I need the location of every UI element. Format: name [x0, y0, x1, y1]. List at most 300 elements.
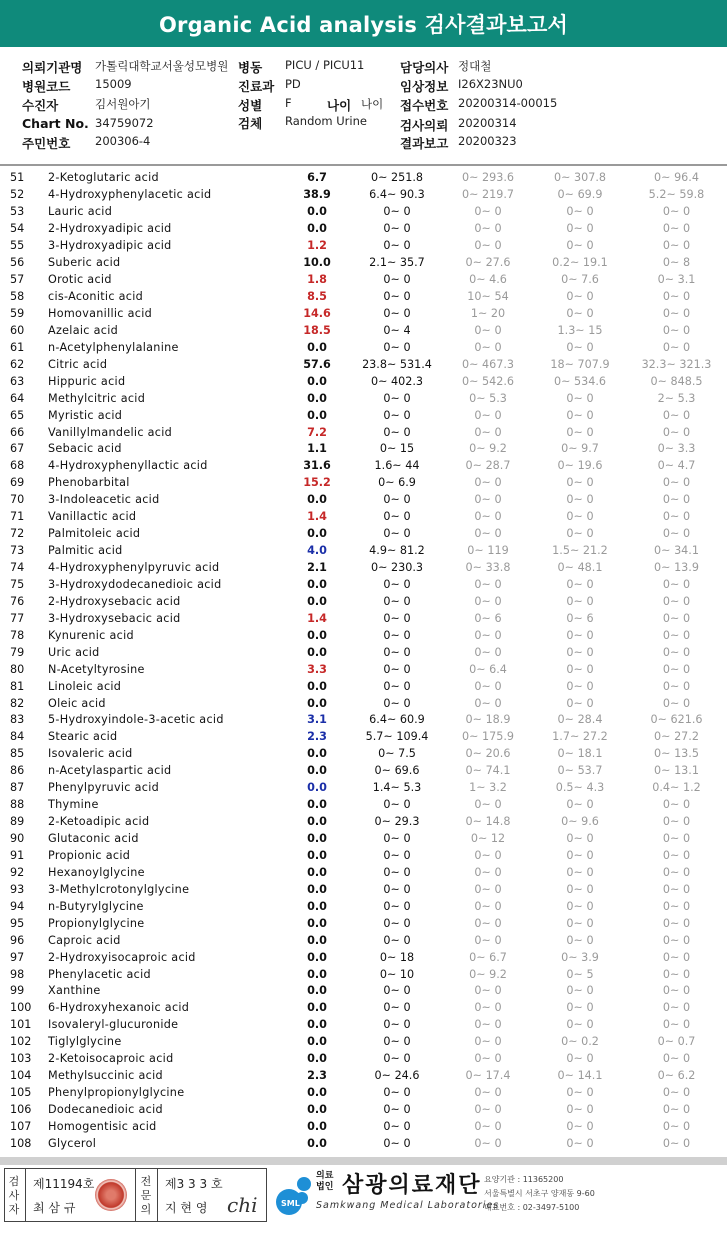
row-number: 105	[10, 1086, 32, 1100]
row-number: 55	[10, 239, 25, 253]
reference-range-age-1: 0~ 0	[474, 1086, 502, 1100]
row-number: 76	[10, 594, 25, 608]
reference-range-age-1: 0~ 74.1	[465, 764, 511, 778]
reference-range-age-3: 0~ 0	[662, 848, 691, 862]
reference-range: 0~ 0	[383, 798, 411, 812]
result-value: 0.0	[307, 984, 327, 998]
reference-range: 2.1~ 35.7	[369, 256, 425, 270]
analyte-name: n-Acetylphenylalanine	[48, 340, 179, 354]
reference-range-age-1: 0~ 0	[474, 493, 502, 507]
reference-range: 0~ 0	[383, 391, 411, 405]
result-value: 0.0	[307, 832, 327, 846]
reference-range-age-3: 32.3~ 321.3	[641, 357, 712, 371]
sig-separator	[135, 1169, 136, 1221]
table-row	[0, 526, 727, 543]
sml-logo-icon	[272, 1172, 316, 1216]
result-value: 1.4	[307, 611, 327, 625]
hospital-code-value: 15009	[95, 77, 132, 91]
reference-range: 0~ 0	[383, 696, 411, 710]
reference-range-age-1: 0~ 0	[474, 933, 502, 947]
sex-value: F	[285, 96, 292, 110]
analyte-name: 2-Hydroxyadipic acid	[48, 222, 172, 236]
specimen-value: Random Urine	[285, 114, 367, 128]
reference-range-age-3: 0~ 0	[662, 1119, 691, 1133]
reference-range-age-2: 0~ 0	[566, 290, 594, 304]
table-row	[0, 1085, 727, 1102]
reference-range-age-3: 0~ 13.9	[654, 561, 699, 575]
analyte-name: 3-Indoleacetic acid	[48, 493, 160, 507]
table-row	[0, 780, 727, 797]
analyte-name: Kynurenic acid	[48, 628, 134, 642]
specialist-label-2: 문	[140, 1189, 152, 1202]
age-label: 나이	[327, 98, 352, 113]
clinical-info-value: I26X23NU0	[458, 77, 523, 91]
reference-range-age-3: 0.4~ 1.2	[652, 781, 701, 795]
result-value: 0.0	[307, 798, 327, 812]
reference-range-age-3: 0~ 96.4	[654, 171, 699, 185]
reference-range-age-3: 0~ 0	[662, 696, 691, 710]
reference-range-age-2: 0.5~ 4.3	[555, 781, 605, 795]
reference-range: 0~ 0	[383, 408, 411, 422]
institution-label: 의뢰기관명	[22, 60, 83, 75]
result-value: 0.0	[307, 1103, 327, 1117]
reference-range-age-3: 0~ 3.1	[657, 273, 696, 287]
row-number: 96	[10, 933, 25, 947]
analyte-name: Vanillactic acid	[48, 510, 137, 524]
reference-range: 0~ 0	[383, 577, 411, 591]
reference-range: 0~ 29.3	[374, 815, 420, 829]
table-row	[0, 543, 727, 560]
reference-range-age-2: 0~ 0	[566, 391, 594, 405]
reference-range-age-2: 0~ 307.8	[553, 171, 607, 185]
reference-range: 6.4~ 90.3	[369, 188, 425, 202]
table-row	[0, 983, 727, 1000]
analyte-name: 2-Ketoadipic acid	[48, 815, 150, 829]
reference-range-age-2: 0~ 0	[566, 510, 594, 524]
table-row	[0, 1135, 727, 1152]
reference-range-age-2: 0~ 0	[566, 425, 594, 439]
reference-range-age-2: 0~ 53.7	[557, 764, 603, 778]
reference-range-age-1: 0~ 0	[474, 340, 502, 354]
reference-range-age-1: 0~ 0	[474, 628, 502, 642]
row-number: 64	[10, 391, 25, 405]
reference-range-age-2: 0~ 0	[566, 1119, 594, 1133]
result-value: 0.0	[307, 679, 327, 693]
result-value: 3.3	[307, 662, 327, 676]
analyte-name: Propionylglycine	[48, 916, 145, 930]
reference-range-age-1: 0~ 0	[474, 408, 502, 422]
row-number: 80	[10, 662, 25, 676]
reference-range-age-2: 0~ 0	[566, 577, 594, 591]
analyte-name: Palmitoleic acid	[48, 527, 141, 541]
analyte-name: Citric acid	[48, 357, 108, 371]
reference-range-age-3: 0~ 13.1	[654, 764, 699, 778]
reference-range-age-3: 0~ 0	[662, 290, 691, 304]
analyte-name: Phenylpyruvic acid	[48, 781, 160, 795]
row-number: 99	[10, 984, 25, 998]
analyte-name: Methylsuccinic acid	[48, 1069, 163, 1083]
analyte-name: 2-Ketoisocaproic acid	[48, 1052, 174, 1066]
table-row	[0, 1051, 727, 1068]
result-value: 0.0	[307, 594, 327, 608]
clinical-info-label: 임상정보	[400, 79, 449, 94]
reference-range-age-2: 0~ 0	[566, 1103, 594, 1117]
chart-value: 34759072	[95, 116, 154, 130]
department-label: 진료과	[238, 79, 275, 94]
result-value: 1.2	[307, 239, 327, 253]
row-number: 61	[10, 340, 25, 354]
row-number: 79	[10, 645, 25, 659]
reference-range-age-1: 10~ 54	[467, 290, 509, 304]
row-number: 67	[10, 442, 25, 456]
reference-range: 0~ 0	[383, 611, 411, 625]
reference-range-age-1: 0~ 0	[474, 679, 502, 693]
analyte-name: Hippuric acid	[48, 374, 126, 388]
table-row	[0, 272, 727, 289]
reference-range: 0~ 0	[383, 899, 411, 913]
reference-range-age-2: 0~ 0	[566, 476, 594, 490]
table-row	[0, 204, 727, 221]
table-row	[0, 712, 727, 729]
reference-range: 0~ 0	[383, 679, 411, 693]
reference-range-age-1: 0~ 0	[474, 1119, 502, 1133]
reference-range: 0~ 0	[383, 594, 411, 608]
reference-range-age-2: 0~ 0	[566, 493, 594, 507]
row-number: 102	[10, 1035, 32, 1049]
reference-range: 0~ 0	[383, 527, 411, 541]
reference-range-age-1: 0~ 0	[474, 1035, 502, 1049]
inspector-name: 최 삼 규	[33, 1201, 76, 1215]
reference-range-age-3: 0~ 0	[662, 662, 691, 676]
reference-range-age-3: 0~ 0	[662, 340, 691, 354]
result-value: 1.8	[307, 273, 327, 287]
result-value: 0.0	[307, 577, 327, 591]
reference-range: 6.4~ 60.9	[369, 713, 425, 727]
reference-range-age-2: 0~ 0	[566, 899, 594, 913]
org-name: 삼광의료재단	[342, 1173, 482, 1198]
analyte-name: Methylcitric acid	[48, 391, 146, 405]
result-value: 0.0	[307, 493, 327, 507]
report-header	[0, 52, 727, 164]
table-row	[0, 424, 727, 441]
reference-range-age-2: 0~ 6	[566, 611, 594, 625]
row-number: 106	[10, 1103, 32, 1117]
reference-range-age-3: 0~ 0	[662, 611, 691, 625]
reference-range-age-2: 0~ 0	[566, 848, 594, 862]
reference-range-age-2: 0~ 0	[566, 1052, 594, 1066]
reference-range-age-2: 0~ 48.1	[557, 561, 603, 575]
result-value: 0.0	[307, 764, 327, 778]
reference-range-age-1: 0~ 119	[467, 544, 509, 558]
table-row	[0, 763, 727, 780]
analyte-name: 4-Hydroxyphenylpyruvic acid	[48, 561, 220, 575]
reference-range-age-2: 0~ 0	[566, 408, 594, 422]
analyte-name: Homogentisic acid	[48, 1119, 157, 1133]
reference-range-age-1: 0~ 9.2	[469, 967, 507, 981]
patient-label: 수진자	[22, 98, 59, 113]
reference-range: 0~ 0	[383, 340, 411, 354]
analyte-name: Caproic acid	[48, 933, 121, 947]
table-row	[0, 593, 727, 610]
row-number: 66	[10, 425, 25, 439]
reference-range: 0~ 0	[383, 306, 411, 320]
result-value: 0.0	[307, 1052, 327, 1066]
result-value: 31.6	[303, 459, 331, 473]
reference-range-age-3: 0~ 0	[662, 1103, 691, 1117]
reference-range-age-3: 0~ 621.6	[650, 713, 703, 727]
analyte-name: Phenylpropionylglycine	[48, 1086, 185, 1100]
analyte-name: Propionic acid	[48, 848, 131, 862]
reference-range: 0~ 6.9	[378, 476, 416, 490]
table-row	[0, 729, 727, 746]
result-value: 2.3	[307, 1069, 327, 1083]
reference-range-age-3: 0~ 0.7	[657, 1035, 696, 1049]
reference-range-age-2: 0~ 18.1	[557, 747, 603, 761]
reference-range-age-1: 0~ 18.9	[465, 713, 511, 727]
reference-range-age-3: 0~ 0	[662, 527, 691, 541]
reference-range: 5.7~ 109.4	[365, 730, 429, 744]
table-row	[0, 610, 727, 627]
result-value: 0.0	[307, 222, 327, 236]
result-value: 0.0	[307, 1086, 327, 1100]
sig-separator	[157, 1169, 158, 1221]
reference-range-age-1: 0~ 0	[474, 1103, 502, 1117]
reference-range-age-2: 0~ 0	[566, 1136, 594, 1150]
institution-code: 요양기관 : 11365200	[484, 1175, 564, 1184]
receipt-label: 접수번호	[400, 98, 449, 113]
reference-range-age-3: 0~ 3.3	[657, 442, 696, 456]
reference-range-age-2: 0~ 0	[566, 594, 594, 608]
reference-range: 0~ 0	[383, 493, 411, 507]
result-value: 57.6	[303, 357, 331, 371]
result-value: 0.0	[307, 815, 327, 829]
result-value: 15.2	[303, 476, 331, 490]
header-divider	[0, 164, 727, 166]
row-number: 83	[10, 713, 25, 727]
table-row	[0, 898, 727, 915]
reference-range: 0~ 0	[383, 848, 411, 862]
reference-range-age-2: 0~ 0	[566, 527, 594, 541]
result-value: 0.0	[307, 933, 327, 947]
reference-range: 0~ 0	[383, 882, 411, 896]
result-value: 3.1	[307, 713, 327, 727]
lab-phone: 대표번호 : 02-3497-5100	[484, 1203, 580, 1212]
reference-range-age-2: 0~ 0	[566, 1086, 594, 1100]
analyte-name: 2-Ketoglutaric acid	[48, 171, 159, 185]
reference-range-age-3: 0~ 848.5	[650, 374, 703, 388]
row-number: 54	[10, 222, 25, 236]
table-row	[0, 509, 727, 526]
result-value: 0.0	[307, 645, 327, 659]
reference-range: 0~ 0	[383, 239, 411, 253]
result-value: 14.6	[303, 306, 331, 320]
signature-box	[4, 1168, 267, 1222]
reference-range-age-3: 0~ 8	[662, 256, 691, 270]
org-small-1: 의료	[316, 1171, 334, 1181]
result-value: 0.0	[307, 1035, 327, 1049]
reference-range-age-2: 0~ 9.6	[561, 815, 599, 829]
footer-divider	[0, 1157, 727, 1165]
reference-range: 0~ 0	[383, 290, 411, 304]
reference-range-age-2: 0~ 3.9	[561, 950, 599, 964]
logo-text: SML	[281, 1199, 300, 1208]
reference-range-age-1: 0~ 0	[474, 899, 502, 913]
reference-range-age-1: 0~ 0	[474, 476, 502, 490]
result-value: 0.0	[307, 1136, 327, 1150]
reference-range-age-1: 0~ 467.3	[461, 357, 515, 371]
analyte-name: Suberic acid	[48, 256, 121, 270]
patient-value: 김서원아기	[95, 97, 151, 111]
reference-range: 0~ 402.3	[370, 374, 424, 388]
result-value: 0.0	[307, 967, 327, 981]
reference-range-age-2: 0~ 0	[566, 239, 594, 253]
table-row	[0, 814, 727, 831]
reference-range-age-1: 0~ 0	[474, 1018, 502, 1032]
analyte-name: Phenylacetic acid	[48, 967, 151, 981]
table-row	[0, 407, 727, 424]
reference-range-age-3: 0~ 0	[662, 950, 691, 964]
reference-range-age-3: 0~ 0	[662, 408, 691, 422]
row-number: 94	[10, 899, 25, 913]
reference-range-age-3: 0~ 0	[662, 510, 691, 524]
reference-range-age-2: 0~ 0	[566, 222, 594, 236]
table-row	[0, 864, 727, 881]
reference-range-age-3: 0~ 0	[662, 323, 691, 337]
results-table	[0, 170, 727, 1152]
reference-range: 0~ 0	[383, 984, 411, 998]
reference-range-age-3: 0~ 6.2	[657, 1069, 696, 1083]
reference-range: 0~ 0	[383, 1018, 411, 1032]
reference-range-age-2: 0~ 0	[566, 205, 594, 219]
table-row	[0, 695, 727, 712]
row-number: 107	[10, 1119, 32, 1133]
department-value: PD	[285, 77, 301, 91]
analyte-name: Uric acid	[48, 645, 100, 659]
analyte-name: Vanillylmandelic acid	[48, 425, 173, 439]
lab-branding	[272, 1168, 722, 1222]
result-value: 0.0	[307, 865, 327, 879]
reference-range-age-3: 5.2~ 59.8	[648, 188, 705, 202]
reference-range: 0~ 0	[383, 425, 411, 439]
table-row	[0, 289, 727, 306]
row-number: 68	[10, 459, 25, 473]
reference-range-age-1: 0~ 219.7	[461, 188, 515, 202]
reference-range-age-3: 0~ 0	[662, 967, 691, 981]
row-number: 86	[10, 764, 25, 778]
reference-range-age-3: 0~ 0	[662, 645, 691, 659]
table-row	[0, 577, 727, 594]
specialist-signature: chi	[227, 1193, 258, 1217]
analyte-name: Tiglylglycine	[48, 1035, 122, 1049]
table-row	[0, 356, 727, 373]
reference-range-age-1: 0~ 0	[474, 1001, 502, 1015]
row-number: 70	[10, 493, 25, 507]
doctor-value: 정대철	[458, 59, 492, 73]
reference-range-age-2: 1.7~ 27.2	[552, 730, 608, 744]
reference-range-age-3: 0~ 0	[662, 865, 691, 879]
row-number: 81	[10, 679, 25, 693]
row-number: 72	[10, 527, 25, 541]
analyte-name: 6-Hydroxyhexanoic acid	[48, 1001, 190, 1015]
analyte-name: N-Acetyltyrosine	[48, 662, 145, 676]
reference-range-age-1: 0~ 0	[474, 865, 502, 879]
table-row	[0, 322, 727, 339]
analyte-name: 2-Hydroxyisocaproic acid	[48, 950, 196, 964]
reference-range-age-2: 0~ 7.6	[561, 273, 599, 287]
reference-range-age-3: 0~ 4.7	[657, 459, 696, 473]
reference-range-age-2: 0~ 0	[566, 984, 594, 998]
result-value: 0.0	[307, 781, 327, 795]
table-row	[0, 238, 727, 255]
chart-label: Chart No.	[22, 116, 89, 131]
analyte-name: n-Acetylaspartic acid	[48, 764, 172, 778]
reference-range: 0~ 24.6	[374, 1069, 420, 1083]
doctor-label: 담당의사	[400, 60, 449, 75]
row-number: 104	[10, 1069, 32, 1083]
result-value: 18.5	[303, 323, 331, 337]
table-row	[0, 678, 727, 695]
table-row	[0, 746, 727, 763]
reference-range-age-3: 0~ 0	[662, 899, 691, 913]
reference-range: 0~ 0	[383, 1103, 411, 1117]
reference-range: 0~ 0	[383, 662, 411, 676]
table-row	[0, 915, 727, 932]
reference-range-age-2: 0~ 0	[566, 865, 594, 879]
analyte-name: Orotic acid	[48, 273, 112, 287]
org-type-label	[316, 1171, 333, 1193]
org-small-2: 법인	[316, 1182, 334, 1192]
reference-range-age-2: 0~ 0	[566, 340, 594, 354]
reference-range-age-2: 0~ 14.1	[557, 1069, 603, 1083]
row-number: 92	[10, 865, 25, 879]
result-value: 8.5	[307, 290, 327, 304]
analyte-name: cis-Aconitic acid	[48, 290, 144, 304]
reference-range-age-1: 0~ 6.7	[469, 950, 507, 964]
reference-range-age-3: 2~ 5.3	[657, 391, 696, 405]
row-number: 57	[10, 273, 25, 287]
reference-range-age-2: 0~ 0	[566, 306, 594, 320]
reference-range-age-1: 0~ 0	[474, 1052, 502, 1066]
reference-range-age-2: 0~ 69.9	[557, 188, 603, 202]
row-number: 91	[10, 848, 25, 862]
row-number: 62	[10, 357, 25, 371]
inspector-license: 제11194호	[33, 1177, 95, 1191]
analyte-name: Glycerol	[48, 1136, 97, 1150]
analyte-name: Phenobarbital	[48, 476, 130, 490]
row-number: 73	[10, 544, 25, 558]
row-number: 74	[10, 561, 25, 575]
result-value: 4.0	[307, 544, 327, 558]
reference-range-age-3: 0~ 0	[662, 306, 691, 320]
reference-range-age-2: 1.5~ 21.2	[552, 544, 608, 558]
analyte-name: Azelaic acid	[48, 323, 119, 337]
analyte-name: Glutaconic acid	[48, 832, 139, 846]
result-value: 0.0	[307, 408, 327, 422]
row-number: 98	[10, 967, 25, 981]
id-value: 200306-4	[95, 134, 151, 148]
table-row	[0, 492, 727, 509]
analyte-name: 5-Hydroxyindole-3-acetic acid	[48, 713, 224, 727]
reference-range-age-1: 0~ 542.6	[461, 374, 515, 388]
result-value: 1.4	[307, 510, 327, 524]
id-label: 주민번호	[22, 136, 71, 151]
reference-range-age-1: 0~ 0	[474, 323, 502, 337]
row-number: 93	[10, 882, 25, 896]
reference-range: 0~ 0	[383, 832, 411, 846]
result-value: 7.2	[307, 425, 327, 439]
reference-range-age-1: 0~ 0	[474, 916, 502, 930]
reference-range-age-3: 0~ 0	[662, 476, 691, 490]
